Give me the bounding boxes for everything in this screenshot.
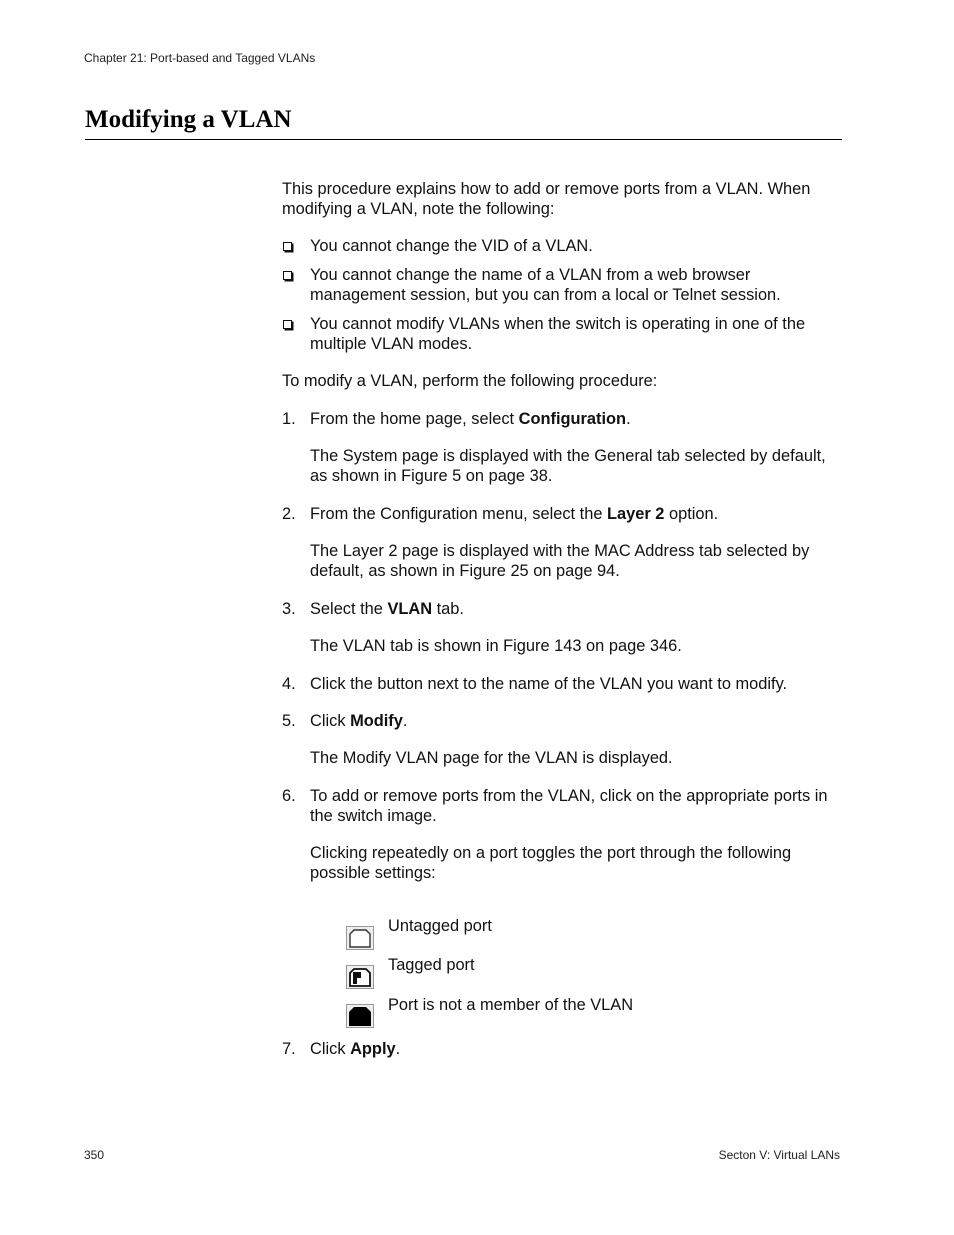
checkbox-bullet-icon — [283, 320, 292, 329]
legend-label-non-member: Port is not a member of the VLAN — [388, 996, 634, 1014]
step-description: The Modify VLAN page for the VLAN is displayed. — [310, 749, 673, 767]
checkbox-bullet-icon — [283, 271, 292, 280]
step-3: 3. Select the VLAN tab. The VLAN tab is shown in Figure 143 on page 346. — [282, 599, 842, 656]
untagged-port-icon — [346, 926, 374, 950]
list-item: You cannot change the name of a VLAN from a web browser management session, but you can from a local or Telnet session. — [282, 265, 842, 305]
step-1: 1. From the home page, select Configuration. The System page is displayed with the General tab selected by default, as shown in Figure 5 on page 38. — [282, 409, 842, 486]
step-6: 6. To add or remove ports from the VLAN, click on the appropriate ports in the switch image. Clicking repeatedly on a port toggles the port through the following possible settings: Untagged port Tagged port Port is not a member of the VLAN — [282, 786, 842, 1013]
running-header: Chapter 21: Port-based and Tagged VLANs — [84, 51, 316, 65]
step-description: The Layer 2 page is displayed with the MAC Address tab selected by default, as shown in Figure 25 on page 94. — [310, 542, 810, 580]
step-description: The VLAN tab is shown in Figure 143 on page 346. — [310, 637, 682, 655]
section-footer: Secton V: Virtual LANs — [718, 1148, 840, 1162]
ui-term-modify: Modify — [350, 712, 403, 730]
intro-paragraph: This procedure explains how to add or remove ports from a VLAN. When modifying a VLAN, note the following: — [282, 180, 811, 218]
page-title: Modifying a VLAN — [85, 106, 292, 133]
notes-list — [282, 236, 842, 354]
procedure-lead: To modify a VLAN, perform the following procedure: — [282, 372, 658, 390]
title-rule — [85, 139, 842, 140]
page-number: 350 — [84, 1148, 105, 1162]
legend-label-untagged: Untagged port — [388, 917, 492, 935]
step-description: Clicking repeatedly on a port toggles the port through the following possible settings: — [310, 844, 792, 882]
step-2: 2. From the Configuration menu, select the Layer 2 option. The Layer 2 page is displayed with the MAC Address tab selected by default, as shown in Figure 25 on page 94. — [282, 504, 842, 581]
tagged-port-icon — [346, 965, 374, 989]
legend-label-tagged: Tagged port — [388, 956, 475, 974]
ui-term-vlan: VLAN — [387, 600, 433, 618]
list-item: You cannot modify VLANs when the switch is operating in one of the multiple VLAN modes. — [282, 314, 842, 354]
step-description: The System page is displayed with the General tab selected by default, as shown in Figure 5 on page 38. — [310, 447, 826, 485]
step-4: 4. Click the button next to the name of the VLAN you want to modify. — [282, 675, 788, 693]
ui-term-apply: Apply — [350, 1040, 396, 1058]
ui-term-layer-2: Layer 2 — [607, 505, 665, 523]
checkbox-bullet-icon — [283, 242, 292, 251]
body-content — [282, 179, 842, 1059]
step-5: 5. Click Modify. The Modify VLAN page for the VLAN is displayed. — [282, 711, 842, 768]
port-settings-legend — [310, 883, 842, 1013]
ui-term-configuration: Configuration — [518, 410, 627, 428]
list-item: You cannot change the VID of a VLAN. — [282, 236, 842, 256]
non-member-port-icon — [346, 1004, 374, 1028]
step-7: 7. Click Apply. — [282, 1040, 401, 1058]
